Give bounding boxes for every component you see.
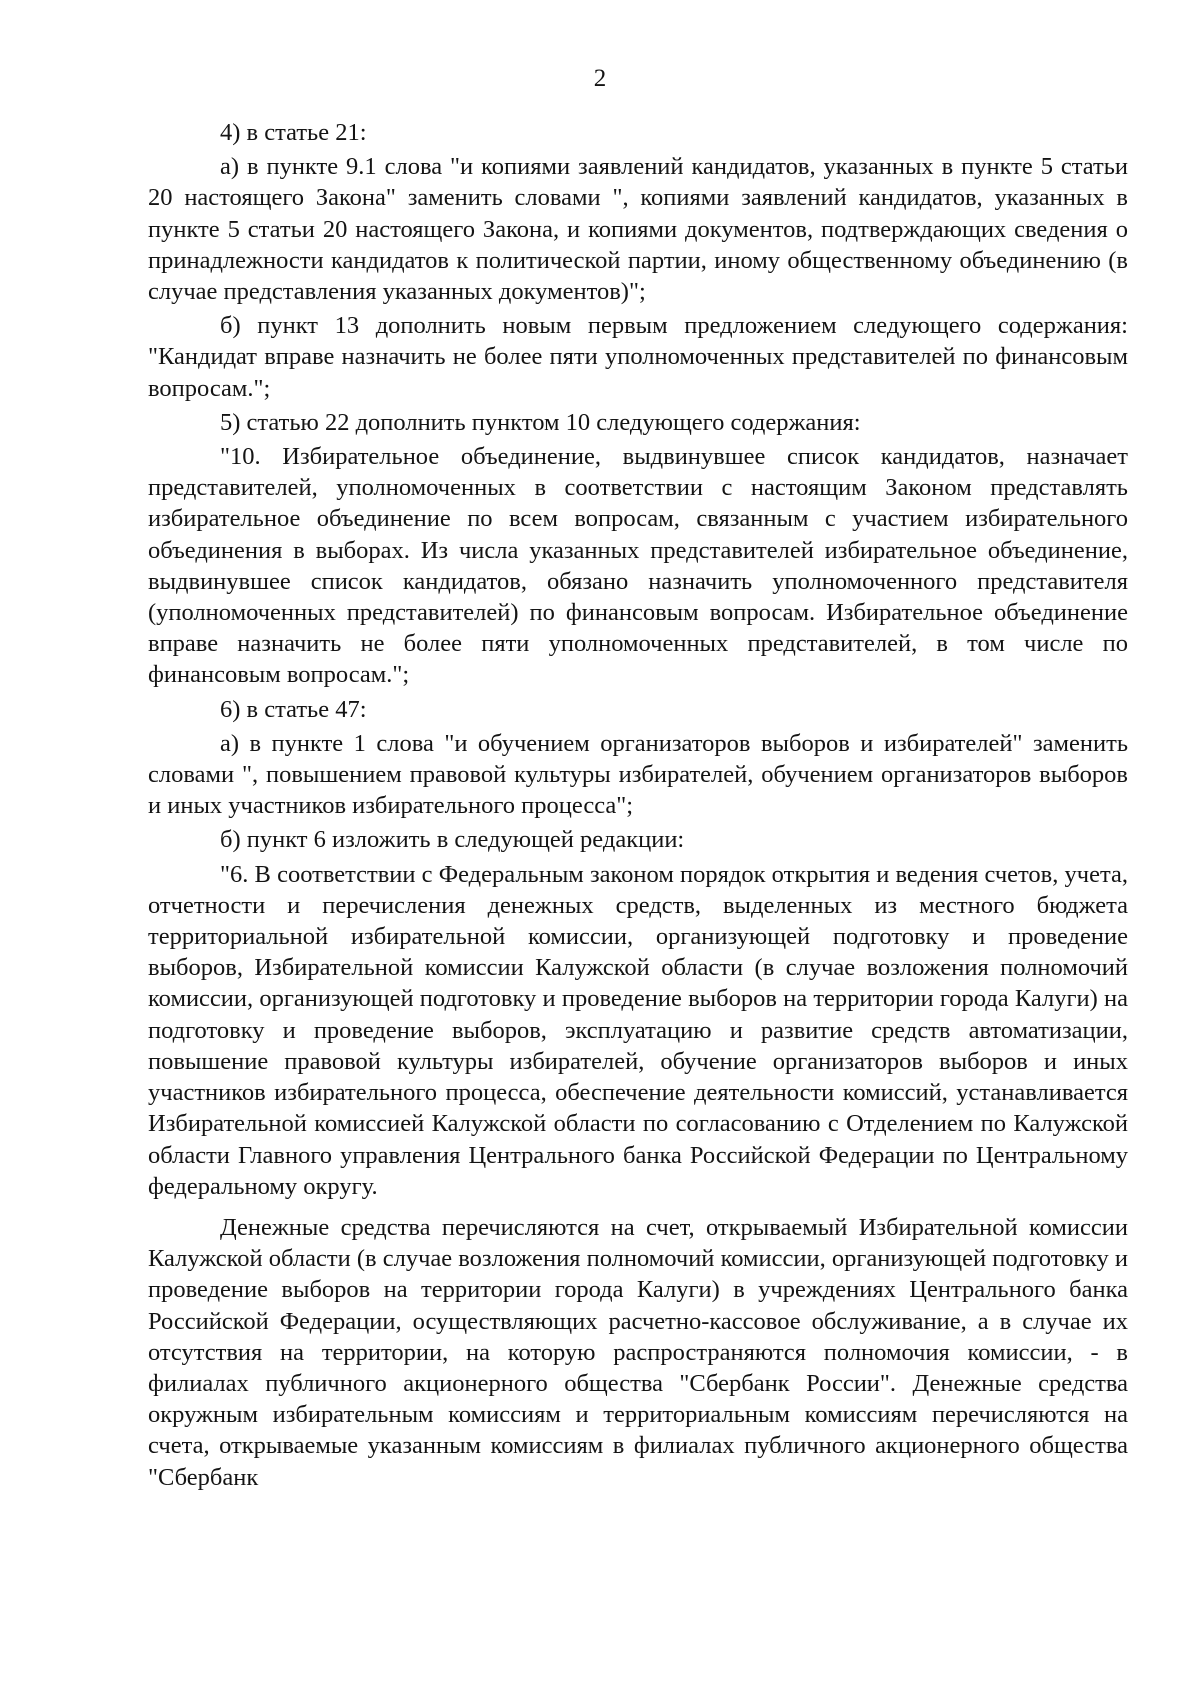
paragraph-article-22: 5) статью 22 дополнить пунктом 10 следующего содержания: <box>220 408 861 436</box>
paragraph-article-47: 6) в статье 47: <box>220 695 367 723</box>
paragraph-article-21: 4) в статье 21: <box>220 119 367 146</box>
paragraph-article-47-a: а) в пункте 1 слова "и обучением организаторов выборов и избирателей" заменить словами ", повышением правовой культуры избирателей, обучением организаторов выборов и иных участников избирательного процесса"; <box>148 729 1128 820</box>
page-number: 2 <box>593 65 607 92</box>
document-body <box>148 117 1128 1496</box>
paragraph-article-47-item-6: "6. В соответствии с Федеральным законом порядок открытия и ведения счетов, учета, отчетности и перечисления денежных средств, выделенных из местного бюджета территориальной избирательной комиссии, организующей подготовку и проведение выборов, Избирательной комиссии Калужской области (в случае возложения полномочий комиссии, организующей подготовку и проведение выборов на территории города Калуги) на подготовку и проведение выборов, эксплуатацию и развитие средств автоматизации, повышение правовой культуры избирателей, обучение организаторов выборов и иных участников избирательного процесса, обеспечение деятельности комиссий, устанавливается Избирательной комиссией Калужской области по согласованию с Отделением по Калужской области Главного управления Центрального банка Российской Федерации по Центральному федеральному округу. <box>148 860 1128 1200</box>
paragraph-article-21-b: б) пункт 13 дополнить новым первым предложением следующего содержания: "Кандидат вправе назначить не более пяти уполномоченных представителей по финансовым вопросам."; <box>148 312 1128 402</box>
paragraph-funds-transfer: Денежные средства перечисляются на счет, открываемый Избирательной комиссии Калужской области (в случае возложения полномочий комиссии, организующей подготовку и проведение выборов на территории города Калуги) в учреждениях Центрального банка Российской Федерации, осуществляющих расчетно-кассовое обслуживание, а в случае их отсутствия на территории, на которую распространяются полномочия комиссии, - в филиалах публичного акционерного общества "Сбербанк России". Денежные средства окружным избирательным комиссиям и территориальным комиссиям перечисляются на счета, открываемые указанным комиссиям в филиалах публичного акционерного общества "Сбербанк <box>148 1213 1128 1491</box>
paragraph-article-21-a: а) в пункте 9.1 слова "и копиями заявлений кандидатов, указанных в пункте 5 статьи 20 настоящего Закона" заменить словами ", копиями заявлений кандидатов, указанных в пункте 5 статьи 20 настоящего Закона, и копиями документов, подтверждающих сведения о принадлежности кандидатов к политической партии, иному общественному объединению (в случае представления указанных документов)"; <box>148 153 1128 306</box>
paragraph-article-47-b: б) пункт 6 изложить в следующей редакции: <box>220 826 685 854</box>
paragraph-article-22-item-10: "10. Избирательное объединение, выдвинувшее список кандидатов, назначает представителей, уполномоченных в соответствии с настоящим Законом представлять избирательное объединение по всем вопросам, связанным с участием избирательного объединения в выборах. Из числа указанных представителей избирательное объединение, выдвинувшее список кандидатов, обязано назначить уполномоченного представителя (уполномоченных представителей) по финансовым вопросам. Избирательное объединение вправе назначить не более пяти уполномоченных представителей, в том числе по финансовым вопросам."; <box>148 443 1128 689</box>
